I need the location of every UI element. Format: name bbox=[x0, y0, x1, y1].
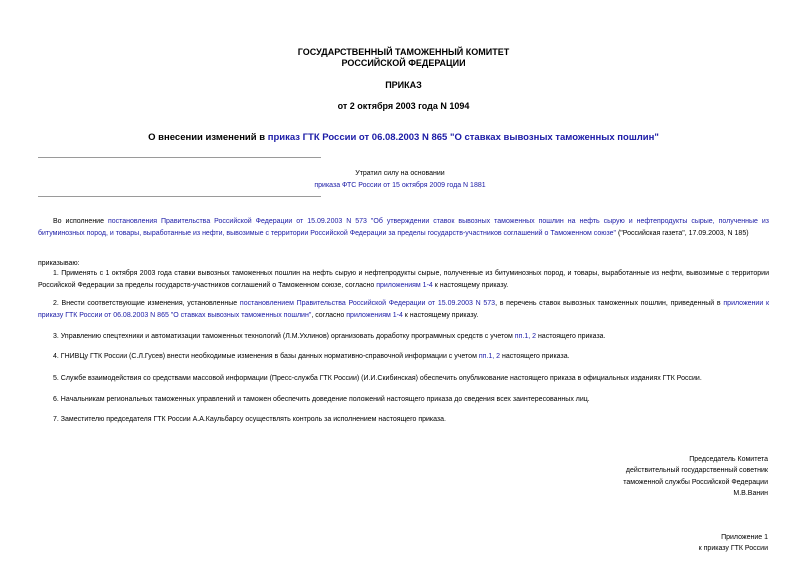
appendix-block bbox=[699, 532, 768, 555]
lost-force-line1: Утратил силу на основании bbox=[355, 170, 445, 177]
doc-type: ПРИКАЗ bbox=[385, 80, 422, 90]
appendix-line1: Приложение 1 bbox=[721, 534, 768, 541]
org-name-line2: РОССИЙСКОЙ ФЕДЕРАЦИИ bbox=[341, 58, 466, 68]
item-2-link-appendices[interactable]: приложениям 1-4 bbox=[346, 311, 403, 319]
divider-top bbox=[38, 157, 321, 158]
doc-title bbox=[0, 132, 807, 143]
preamble bbox=[38, 216, 769, 239]
item-2 bbox=[38, 298, 769, 321]
order-word: приказываю: bbox=[38, 260, 80, 267]
item-1-link-appendices[interactable]: приложениям 1-4 bbox=[376, 281, 433, 289]
item-1-text1: 1. Применять с 1 октября 2003 года ставки вывозных таможенных пошлин на нефть сырую и нефтепродукты сырые, полученные из битуминозных пород, и товары, выработанные из нефти, вывозимые с территории Российской Федерации за пределы государств-участников соглашений о Таможенном союзе, согласно bbox=[38, 270, 769, 289]
appendix-line2: к приказу ГТК России bbox=[698, 545, 768, 553]
signature-line1: Председатель Комитета bbox=[689, 456, 768, 463]
lost-force-link[interactable]: приказа ФТС России от 15 октября 2009 года N 1881 bbox=[314, 182, 486, 189]
doc-date: от 2 октября 2003 года N 1094 bbox=[337, 101, 470, 111]
item-2-link-order-865[interactable]: приложении к приказу ГТК России от 06.08.2003 N 865 "О ставках вывозных таможенных пошлин" bbox=[38, 300, 770, 319]
item-3-text2: настоящего приказа. bbox=[536, 333, 606, 340]
preamble-text1: Во исполнение bbox=[53, 218, 108, 225]
signature-line2: действительный государственный советник bbox=[625, 467, 768, 475]
item-3-link-items[interactable]: пп.1, 2 bbox=[514, 333, 536, 340]
item-4-link-items[interactable]: пп.1, 2 bbox=[478, 353, 501, 360]
item-4-text1: 4. ГНИВЦу ГТК России (С.Л.Гусев) внести необходимые изменения в базы данных нормативно-справочной информации с учетом bbox=[53, 353, 479, 360]
item-7: 7. Заместителю председателя ГТК России А.А.Каульбарсу осуществлять контроль за исполнением настоящего приказа. bbox=[53, 416, 446, 423]
item-1-text2: к настоящему приказу. bbox=[432, 281, 509, 289]
title-prefix: О внесении изменений в bbox=[148, 132, 268, 143]
preamble-text2: ("Российская газета", 17.09.2003, N 185) bbox=[616, 229, 749, 237]
item-3-text1: 3. Управлению спецтехники и автоматизации таможенных технологий (Л.М.Ухлинов) организовать доработку программных средств с учетом bbox=[53, 333, 515, 340]
item-6: 6. Начальникам региональных таможенных управлений и таможен обеспечить доведение положений настоящего приказа до сведения всех заинтересованных лиц. bbox=[53, 396, 590, 403]
divider-bottom bbox=[38, 196, 321, 197]
item-4 bbox=[38, 351, 769, 363]
item-4-text2: настоящего приказа. bbox=[500, 353, 570, 360]
org-name-line1: ГОСУДАРСТВЕННЫЙ ТАМОЖЕННЫЙ КОМИТЕТ bbox=[297, 47, 510, 57]
signature-line3: таможенной службы Российской Федерации bbox=[623, 478, 768, 486]
item-2-text4: к настоящему приказу. bbox=[402, 311, 479, 319]
item-1 bbox=[38, 268, 769, 291]
signature-block bbox=[623, 454, 768, 499]
item-2-text3: , согласно bbox=[311, 311, 347, 319]
title-link-order-865[interactable]: приказ ГТК России от 06.08.2003 N 865 "О ставках вывозных таможенных пошлин" bbox=[267, 132, 659, 143]
item-2-text2: , в перечень ставок вывозных таможенных пошлин, приведенный в bbox=[495, 300, 724, 307]
item-5: 5. Службе взаимодействия со средствами массовой информации (Пресс-служба ГТК России) (И.И.Скибинская) обеспечить опубликование настоящего приказа в официальных изданиях ГТК России. bbox=[53, 375, 702, 382]
preamble-link-resolution-573[interactable]: постановления Правительства Российской Федерации от 15.09.2003 N 573 "Об утверждении ставок вывозных таможенных пошлин на нефть сырую и нефтепродукты сырые, полученные из битуминозных пород, и товары, выработанные из нефти, вывозимые с территории Российской Федерации за пределы государств-участников соглашений о Таможенном союзе" bbox=[38, 218, 770, 237]
item-2-link-resolution[interactable]: постановлением Правительства Российской Федерации от 15.09.2003 N 573 bbox=[239, 300, 496, 307]
item-3 bbox=[38, 331, 769, 343]
lost-force-link-line bbox=[200, 180, 600, 192]
item-2-text1: 2. Внести соответствующие изменения, установленные bbox=[53, 300, 240, 307]
signature-name: М.В.Ванин bbox=[733, 489, 768, 497]
